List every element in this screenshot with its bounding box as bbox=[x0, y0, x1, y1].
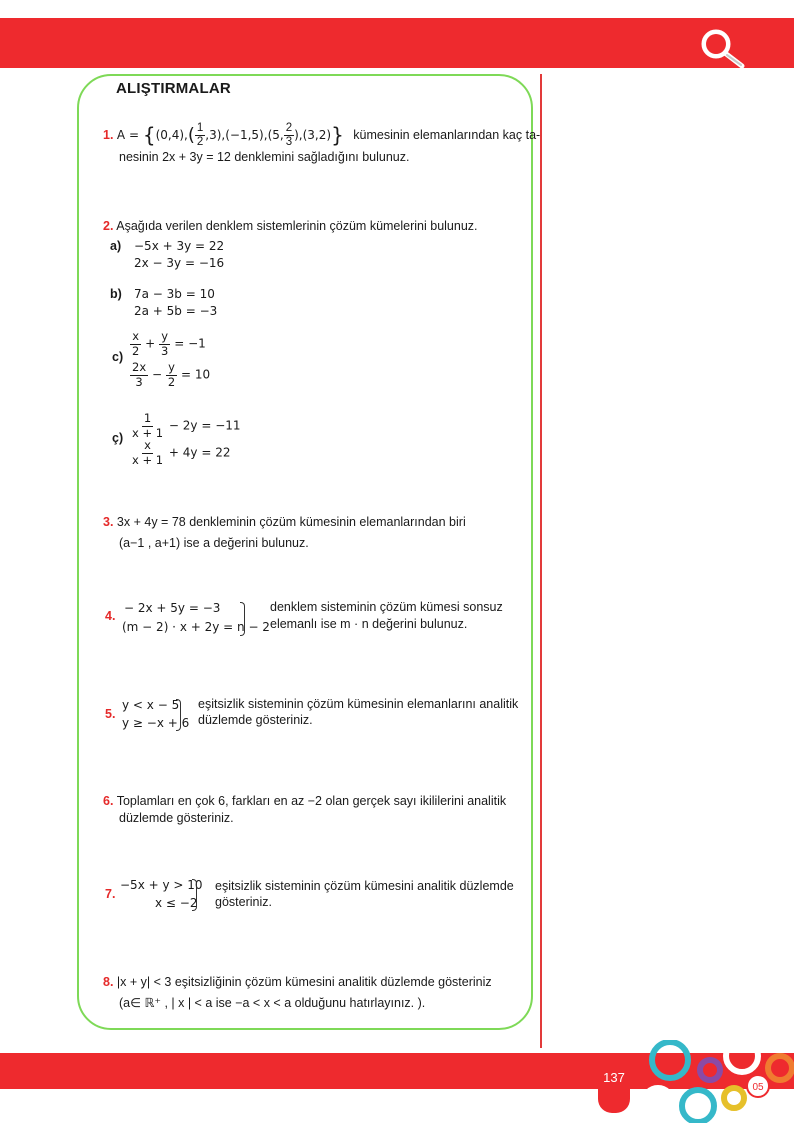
equation: 2x − 3y = −16 bbox=[134, 256, 225, 270]
exercise-text: eşitsizlik sisteminin çözüm kümesinin elemanlarını analitik bbox=[198, 697, 519, 711]
equation: y ≥ −x + 6 bbox=[122, 716, 190, 730]
exercise-text: eşitsizlik sisteminin çözüm kümesini analitik düzlemde bbox=[215, 879, 514, 893]
exercise-number: 8. bbox=[103, 975, 114, 989]
exercise-6 bbox=[103, 793, 506, 810]
part-label-cc: ç) bbox=[112, 431, 124, 445]
set-element: (5, bbox=[267, 127, 284, 142]
system-brace bbox=[176, 699, 181, 731]
fraction: $\frac{1}{2}$ bbox=[196, 121, 204, 148]
exercise-2 bbox=[103, 218, 478, 235]
search-icon bbox=[698, 26, 748, 70]
part-label-c: c) bbox=[112, 350, 124, 364]
equation: − 2x + 5y = −3 bbox=[124, 601, 221, 615]
set-element: 3), bbox=[209, 127, 226, 142]
equation: 7a − 3b = 10 bbox=[134, 287, 215, 301]
exercise-text: kümesinin elemanlarından kaç ta- bbox=[353, 127, 541, 142]
system-brace bbox=[192, 879, 197, 911]
part-label-a: a) bbox=[110, 239, 122, 253]
equation: x ≤ −2 bbox=[155, 896, 198, 910]
page-number: 137 bbox=[603, 1070, 625, 1085]
exercise-1-line2: nesinin 2x + 3y = 12 denklemini sağladığını bulunuz. bbox=[119, 150, 410, 164]
exercise-text: denklem sisteminin çözüm kümesi sonsuz bbox=[270, 600, 503, 614]
exercise-text: 3x + 4y = 78 denkleminin çözüm kümesinin elemanlarından biri bbox=[116, 515, 466, 529]
exercise-text: |x + y| < 3 eşitsizliğinin çözüm kümesini analitik düzlemde gösteriniz bbox=[116, 975, 492, 989]
exercise-6-line2: düzlemde gösteriniz. bbox=[119, 811, 234, 825]
margin-rule bbox=[540, 74, 542, 1048]
top-banner bbox=[0, 18, 794, 68]
set-element: (0,4), bbox=[155, 127, 188, 142]
exercise-text: elemanlı ise m · n değerini bulunuz. bbox=[270, 617, 468, 631]
equation: (m − 2) · x + 2y = n − 2 bbox=[122, 620, 270, 634]
exercise-3 bbox=[103, 514, 466, 531]
system-brace bbox=[240, 602, 245, 636]
exercise-number: 6. bbox=[103, 794, 114, 808]
equation: −5x + 3y = 22 bbox=[134, 239, 225, 253]
set-element: ), bbox=[294, 127, 303, 142]
exercise-8-line2: (a∈ ℝ⁺ , | x | < a ise −a < x < a olduğunu hatırlayınız. ). bbox=[119, 996, 426, 1010]
exercise-number: 7. bbox=[105, 887, 116, 901]
set-element: (3,2) bbox=[302, 127, 332, 142]
equation: $\frac{x}{x + 1}$ + 4y = 22 bbox=[132, 438, 231, 467]
fraction: $\frac{2}{3}$ bbox=[285, 121, 293, 148]
exercise-number: 3. bbox=[103, 515, 114, 529]
exercise-3-line2: (a−1 , a+1) ise a değerini bulunuz. bbox=[119, 536, 309, 550]
exercise-text: gösteriniz. bbox=[215, 895, 272, 909]
equation: $\frac{2x}{3}$ − $\frac{y}{2}$ = 10 bbox=[132, 360, 211, 389]
part-label-b: b) bbox=[110, 287, 122, 301]
equation: $\frac{x}{2}$ + $\frac{y}{3}$ = −1 bbox=[132, 329, 206, 358]
exercise-1: 1. A = {(0,4),( $\frac{1}{2}$ ,3),(−1,5),(5, $\frac{2}{3}$ ),(3,2)} kümesinin elemanlarından kaç ta- bbox=[103, 121, 541, 148]
equation: $\frac{1}{x + 1}$ − 2y = −11 bbox=[132, 411, 241, 440]
set-element: (−1,5), bbox=[225, 127, 268, 142]
equation: 2a + 5b = −3 bbox=[134, 304, 218, 318]
set-lhs: A = bbox=[116, 127, 143, 142]
exercise-number: 4. bbox=[105, 609, 116, 623]
exercise-text: Toplamları en çok 6, farkları en az −2 olan gerçek sayı ikililerini analitik bbox=[116, 794, 507, 808]
exercise-text: düzlemde gösteriniz. bbox=[198, 713, 313, 727]
equation: −5x + y > 10 bbox=[120, 878, 203, 892]
exercise-number: 1. bbox=[103, 127, 114, 142]
gears-decoration bbox=[630, 1040, 794, 1123]
equation: y < x − 5 bbox=[122, 698, 180, 712]
corner-badge: 05 bbox=[752, 1082, 764, 1093]
exercise-number: 2. bbox=[103, 219, 114, 233]
exercise-8 bbox=[103, 974, 492, 991]
exercise-number: 5. bbox=[105, 707, 116, 721]
page-title: ALIŞTIRMALAR bbox=[116, 80, 231, 97]
page-tab bbox=[598, 1057, 630, 1113]
exercise-text: Aşağıda verilen denklem sistemlerinin çözüm kümelerini bulunuz. bbox=[116, 219, 478, 233]
